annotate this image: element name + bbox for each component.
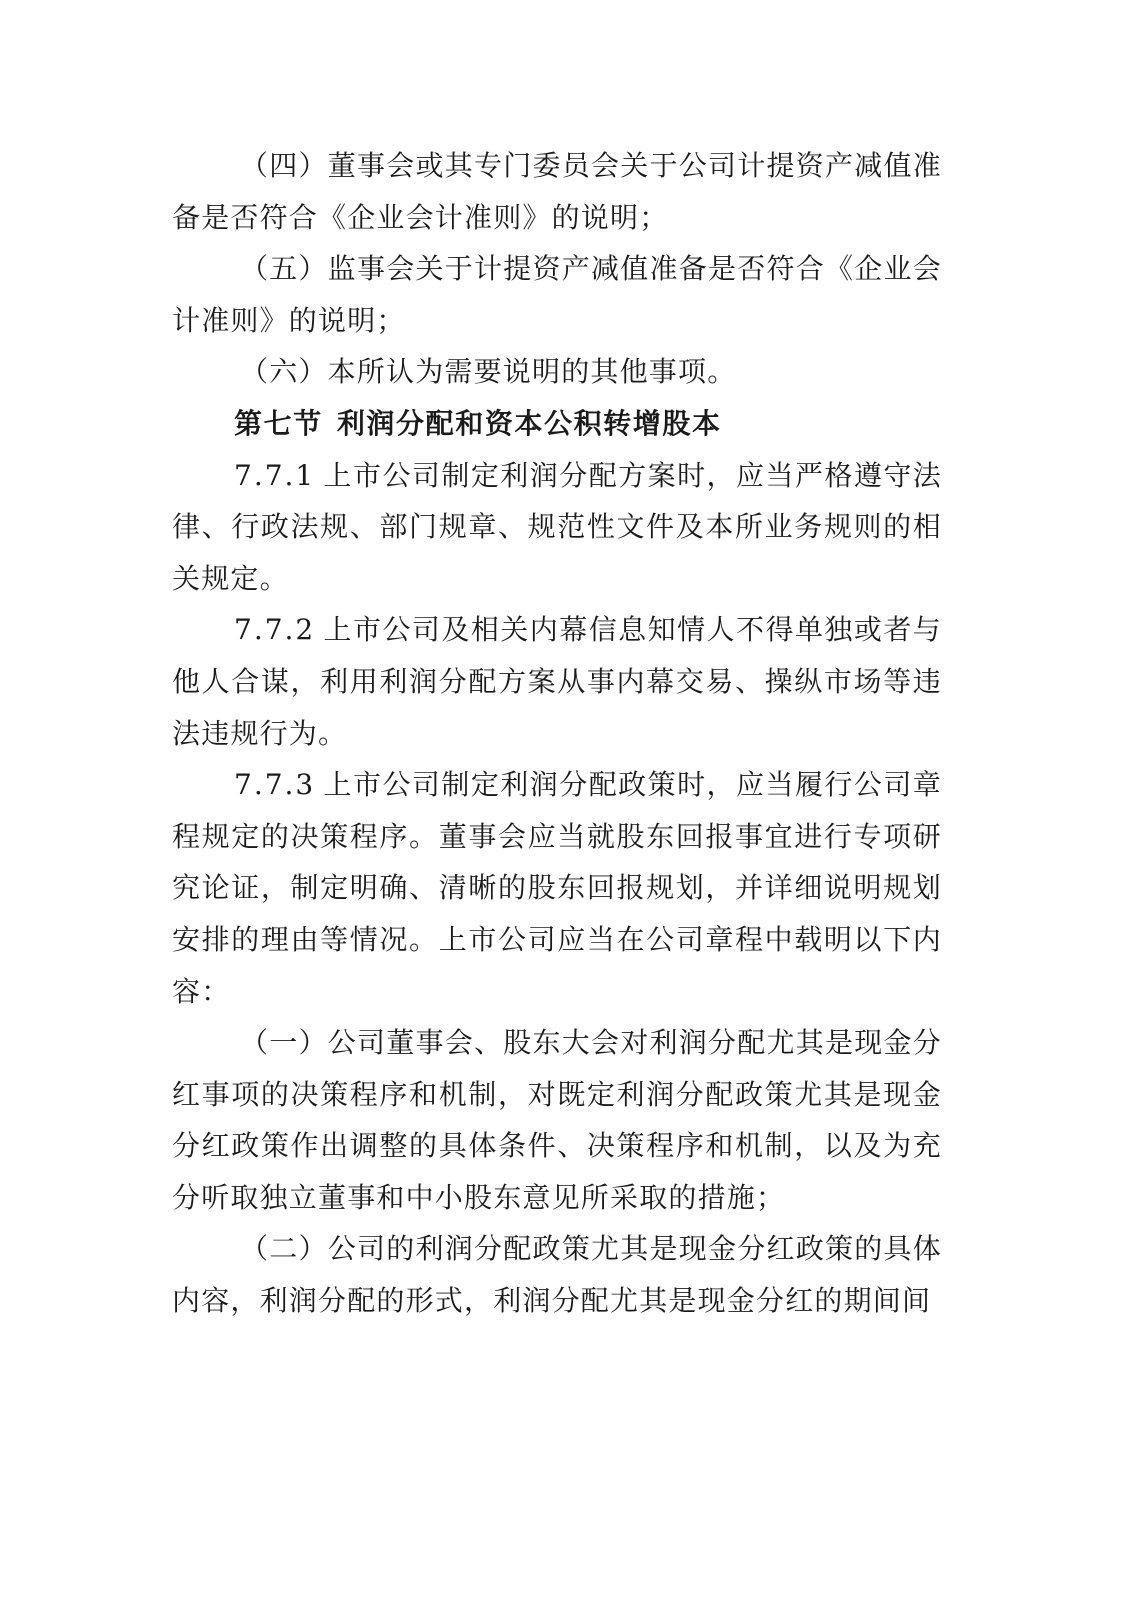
paragraph-item-4: （四）董事会或其专门委员会关于公司计提资产减值准备是否符合《企业会计准则》的说明； <box>172 149 942 234</box>
section-number: 第七节 <box>234 406 323 440</box>
article-text: 上市公司及相关内幕信息知情人不得单独或者与他人合谋，利用利润分配方案从事内幕交易、操纵市场等违法违规行为。 <box>172 613 942 750</box>
article-text: 上市公司制定利润分配政策时，应当履行公司章程规定的决策程序。董事会应当就股东回报事宜进行专项研究论证，制定明确、清晰的股东回报规划，并详细说明规划安排的理由等情况。上市公司应当在公司章程中载明以下内容： <box>172 768 942 1008</box>
article-7-7-2 <box>172 604 942 759</box>
section-title: 利润分配和资本公积转增股本 <box>336 406 722 440</box>
sub-item-1: （一）公司董事会、股东大会对利润分配尤其是现金分红事项的决策程序和机制，对既定利润分配政策尤其是现金分红政策作出调整的具体条件、决策程序和机制，以及为充分听取独立董事和中小股东意见所采取的措施； <box>172 1026 942 1214</box>
document-page <box>172 140 942 1327</box>
article-text: 上市公司制定利润分配方案时，应当严格遵守法律、行政法规、部门规章、规范性文件及本所业务规则的相关规定。 <box>172 458 942 595</box>
sub-item-2: （二）公司的利润分配政策尤其是现金分红政策的具体内容，利润分配的形式，利润分配尤其是现金分红的期间间 <box>172 1232 942 1318</box>
article-number: 7.7.1 <box>234 458 316 492</box>
section-heading <box>172 398 942 450</box>
article-7-7-1 <box>172 450 942 605</box>
article-7-7-3 <box>172 759 942 1017</box>
paragraph-item-6: （六）本所认为需要说明的其他事项。 <box>240 355 737 389</box>
article-number: 7.7.3 <box>234 768 316 802</box>
article-number: 7.7.2 <box>234 613 316 647</box>
paragraph-item-5: （五）监事会关于计提资产减值准备是否符合《企业会计准则》的说明； <box>172 252 942 337</box>
